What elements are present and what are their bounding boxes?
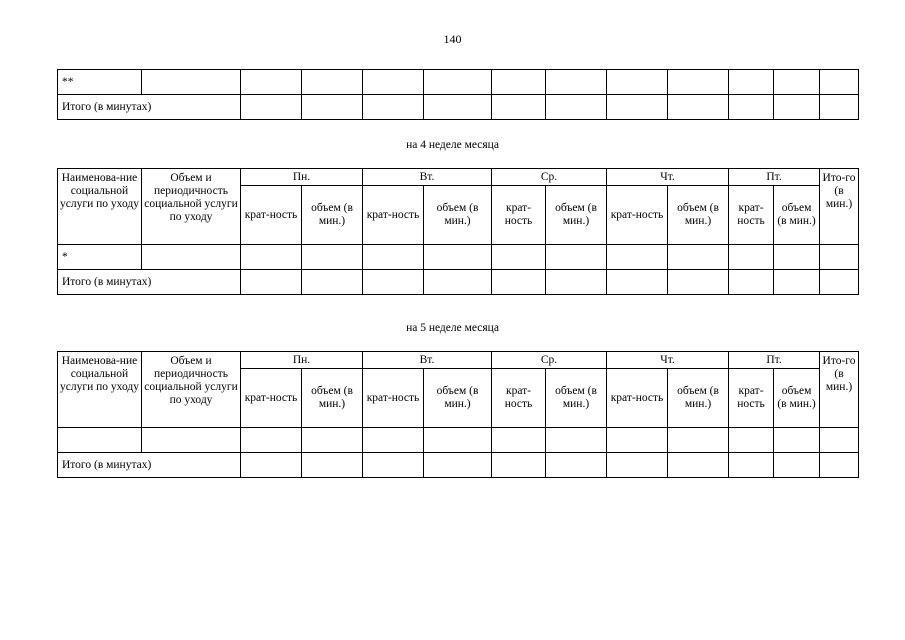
header-row	[58, 169, 859, 186]
freq-header: крат-ность	[607, 186, 668, 245]
freq-header: крат-ность	[492, 186, 546, 245]
day-thu-header: Чт.	[607, 352, 729, 369]
volume-header: объем (в мин.)	[424, 186, 492, 245]
table-row	[58, 428, 859, 453]
page-number: 140	[443, 32, 462, 46]
volume-header: объем (в мин.)	[668, 369, 729, 428]
volume-header: объем (в мин.)	[668, 186, 729, 245]
freq-header: крат-ность	[363, 186, 424, 245]
table-row	[58, 245, 859, 270]
col-total-header: Ито-го (в мин.)	[820, 169, 859, 245]
week4-caption: на 4 неделе месяца	[406, 139, 499, 151]
total-row	[58, 270, 859, 295]
marker-cell: *	[58, 245, 142, 270]
total-row	[58, 453, 859, 478]
freq-header: крат-ность	[729, 369, 774, 428]
volume-header: объем (в мин.)	[774, 369, 820, 428]
marker-cell: **	[58, 70, 142, 95]
day-tue-header: Вт.	[363, 352, 492, 369]
week5-caption: на 5 неделе месяца	[406, 322, 499, 334]
freq-header: крат-ность	[363, 369, 424, 428]
header-row	[58, 352, 859, 369]
total-label: Итого (в минутах)	[58, 270, 241, 295]
volume-header: объем (в мин.)	[546, 369, 607, 428]
total-row	[58, 95, 859, 120]
week4-table	[57, 168, 859, 295]
total-label: Итого (в минутах)	[58, 95, 241, 120]
day-wed-header: Ср.	[492, 352, 607, 369]
table-row	[58, 70, 859, 95]
freq-header: крат-ность	[492, 369, 546, 428]
volume-header: объем (в мин.)	[302, 186, 363, 245]
col-volume-header: Объем и периодичность социальной услуги по уходу	[142, 169, 241, 245]
day-wed-header: Ср.	[492, 169, 607, 186]
total-label: Итого (в минутах)	[58, 453, 241, 478]
day-mon-header: Пн.	[241, 352, 363, 369]
volume-header: объем (в мин.)	[302, 369, 363, 428]
volume-header: объем (в мин.)	[546, 186, 607, 245]
week3-continuation-table	[57, 69, 859, 120]
col-name-header: Наименова-ние социальной услуги по уходу	[58, 352, 142, 428]
week5-table	[57, 351, 859, 478]
col-name-header: Наименова-ние социальной услуги по уходу	[58, 169, 142, 245]
freq-header: крат-ность	[241, 369, 302, 428]
col-total-header: Ито-го (в мин.)	[820, 352, 859, 428]
volume-header: объем (в мин.)	[424, 369, 492, 428]
day-fri-header: Пт.	[729, 352, 820, 369]
freq-header: крат-ность	[241, 186, 302, 245]
freq-header: крат-ность	[729, 186, 774, 245]
col-volume-header: Объем и периодичность социальной услуги по уходу	[142, 352, 241, 428]
day-mon-header: Пн.	[241, 169, 363, 186]
day-fri-header: Пт.	[729, 169, 820, 186]
volume-header: объем (в мин.)	[774, 186, 820, 245]
freq-header: крат-ность	[607, 369, 668, 428]
day-tue-header: Вт.	[363, 169, 492, 186]
day-thu-header: Чт.	[607, 169, 729, 186]
